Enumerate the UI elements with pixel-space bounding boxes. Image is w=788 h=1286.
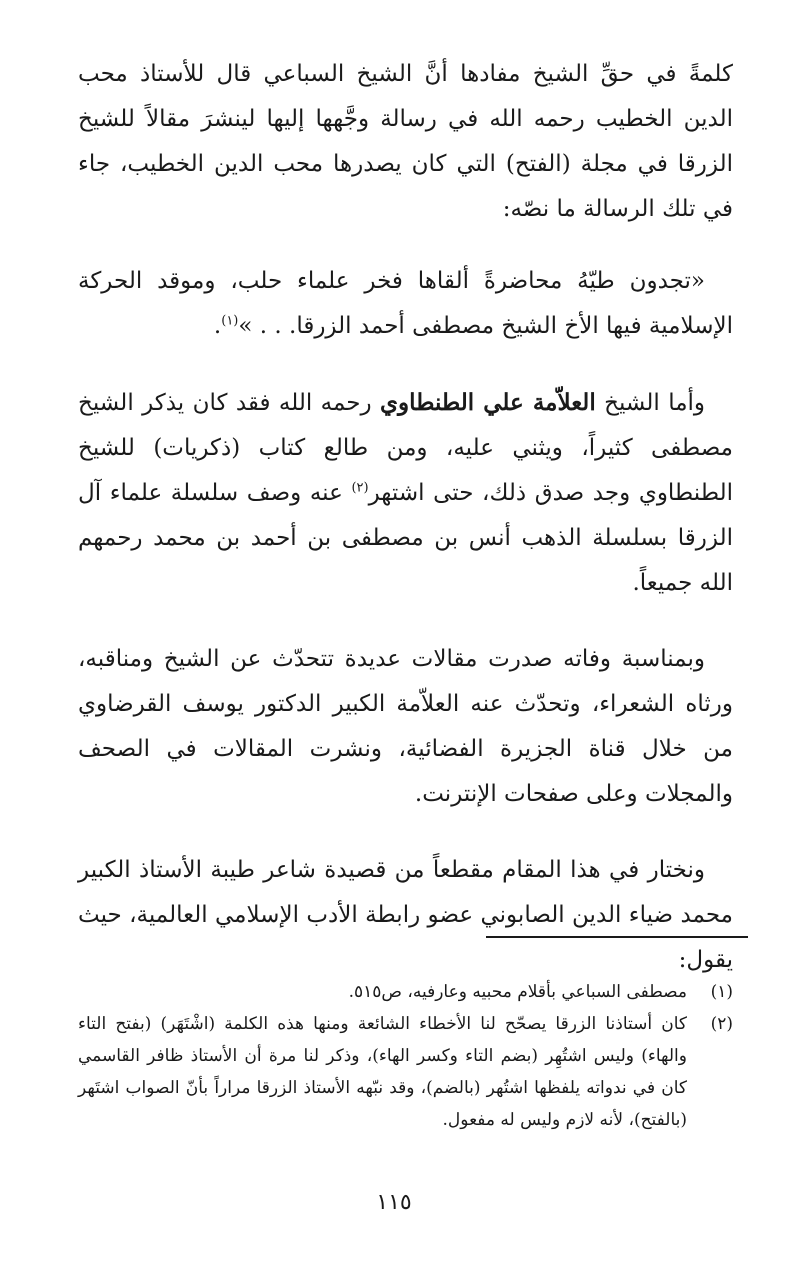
- footnote: [78, 1008, 733, 1136]
- footnote-text: مصطفى السباعي بأقلام محبيه وعارفيه، ص٥١٥.: [348, 982, 687, 1002]
- quotation-text: «تجدون طيّهُ محاضرةً ألقاها فخر علماء حلب، وموقد الحركة الإسلامية فيها الأخ الشيخ مصطفى أحمد الزرقا. . . »: [78, 268, 733, 339]
- footnote-divider: [486, 936, 748, 938]
- scholar-name: العلاّمة علي الطنطاوي: [379, 389, 596, 416]
- footnotes: [78, 976, 733, 1136]
- quotation-end: .: [213, 313, 222, 339]
- paragraph-tantawi-end: عنه وصف سلسلة علماء آل الزرقا بسلسلة الذهب أنس بن مصطفى بن أحمد بن محمد رحمهم الله جميعاً.: [78, 480, 733, 596]
- page-number: ١١٥: [376, 1190, 412, 1215]
- paragraph-death: وبمناسبة وفاته صدرت مقالات عديدة تتحدّث عن الشيخ ومناقبه، ورثاه الشعراء، وتحدّث عنه العلاّمة الكبير الدكتور يوسف القرضاوي من خلال قناة الجزيرة الفضائية، ونشرت المقالات في الصحف والمجلات وعلى صفحات الإنترنت.: [78, 646, 733, 807]
- footnote: [78, 976, 733, 1008]
- paragraph-tantawi: [78, 380, 733, 606]
- quotation-paragraph: [78, 259, 733, 349]
- footnote-text: كان أستاذنا الزرقا يصحّح لنا الأخطاء الشائعة ومنها هذه الكلمة (اشْتَهَر) (بفتح التاء والهاء) وليس اشتُهِر (بضم التاء وكسر الهاء)، وذكر لنا مرة أن الأستاذ ظافر القاسمي كان في ندواته يلفظها اشتُهر (بالضم)، وقد نبّهه الأستاذ الزرقا مراراً بأنّ الصواب اشتَهر (بالفتح)، لأنه لازم وليس له مفعول.: [78, 1014, 687, 1130]
- footnote-number: (٢): [710, 1014, 733, 1034]
- body-text: [78, 52, 733, 983]
- paragraph-tantawi-mid: رحمه الله فقد كان يذكر الشيخ مصطفى كثيراً، ويثني عليه، ومن طالع كتاب (ذكريات) للشيخ الطنطاوي وجد صدق ذلك، حتى اشتهر: [78, 390, 734, 506]
- paragraph-intro: كلمةً في حقِّ الشيخ مفادها أنَّ الشيخ السباعي قال للأستاذ محب الدين الخطيب رحمه الله في رسالة وجَّهها إليها لينشرَ مقالاً للشيخ الزرقا في مجلة (الفتح) التي كان يصدرها محب الدين الخطيب، جاء في تلك الرسالة ما نصّه:: [78, 61, 733, 222]
- paragraph-tantawi-intro: وأما الشيخ: [604, 390, 706, 416]
- footnote-number: (١): [710, 982, 733, 1002]
- footnote-ref-2: (٢): [351, 480, 369, 496]
- footnote-ref-1: (١): [221, 313, 239, 329]
- paragraph-poem-intro: ونختار في هذا المقام مقطعاً من قصيدة شاعر طيبة الأستاذ الكبير محمد ضياء الدين الصابوني عضو رابطة الأدب الإسلامي العالمية، حيث يقول:: [78, 857, 733, 973]
